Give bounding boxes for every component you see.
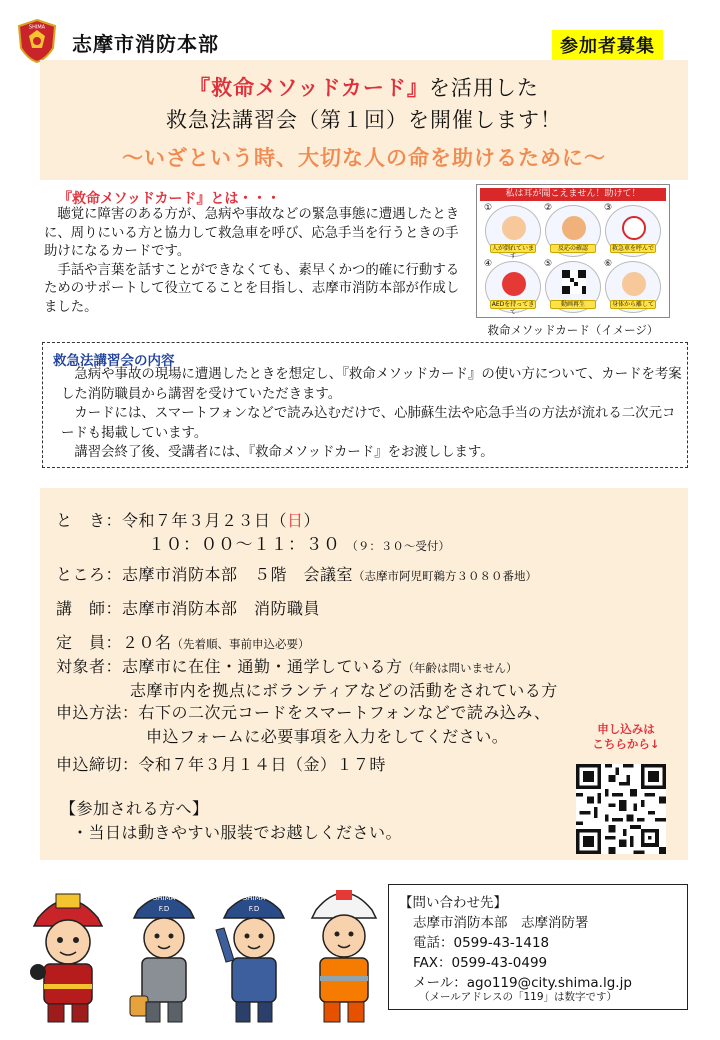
application-qr-code[interactable] [576,764,666,854]
card-panel: ③ 救急車を呼んで [605,205,661,257]
contact-org: 志摩市消防本部 志摩消防署 [413,915,589,931]
target-label: 対象者： [56,657,123,676]
apply-note-line-2: こちらから↓ [592,737,660,751]
capacity-value: ２０名 [122,633,172,652]
target-note: （年齢は問いません） [402,661,518,675]
card-panel-label: 救急車を呼んで [611,245,654,252]
about-card-heading: 『救命メソッドカード』とは・・・ [58,191,281,207]
cap-badge-text: F.D [248,905,260,913]
cap-text: SHIMA [242,894,266,902]
deadline-label: 申込締切： [56,755,139,774]
participants-heading: 【参加される方へ】 [60,799,209,818]
apply-note-line-1: 申し込みは [597,722,655,736]
capacity-note: （先着順、事前申込必要） [171,637,310,651]
instructor-value: 志摩市消防本部 消防職員 [122,599,321,618]
place-row [56,562,537,585]
card-panel: ⑤ 動画再生 [545,261,601,313]
title-band [40,60,688,180]
deadline-row [56,752,386,775]
mini-qr-icon [562,270,586,294]
emblem-label: SHIMA [28,24,46,31]
contact-fax: FAX：0599-43-0499 [413,955,548,971]
card-panel-label: 人が倒れています [491,245,534,260]
time-row [148,530,450,555]
capacity-row [56,630,310,653]
card-name: 『救命メソッドカード』 [189,76,429,100]
date-close: ） [303,511,321,530]
method-card-image [476,184,670,318]
method-value-1: 右下の二次元コードをスマートフォンなどで読み込み、 [138,703,551,722]
card-panel-label: 動画再生 [550,300,596,309]
cap-text: SHIMA [152,894,176,902]
rescue-mascot [302,872,386,1026]
cap-badge-text: F.D [158,905,170,913]
title-line-1-rest: を活用した [428,76,539,100]
apply-note [578,722,674,752]
course-paragraph: カードには、スマートフォンなどで読み込むだけで、心肺蘇生法や応急手当の方法が流れる二次元コードも掲載しています。 [61,406,676,441]
place-label: ところ： [56,565,123,584]
date-row [56,508,320,531]
firefighter-mascot-2 [122,880,206,1026]
contact-phone[interactable]: 電話：0599-43-1418 [413,935,550,951]
card-panel-label: 反応の確認 [550,244,596,253]
course-heading: 救急法講習会の内容 [53,353,175,369]
contact-title: 【問い合わせ先】 [399,895,507,911]
firefighter-mascot-3 [212,880,296,1026]
method-row [56,700,550,723]
instructor-label: 講 師： [56,599,123,618]
card-panel: ② 反応の確認 [545,205,601,257]
title-line-2: 救急法講習会（第１回）を開催します！ [166,108,562,132]
contact-note: （メールアドレスの「119」は数字です） [419,991,618,1003]
contact-box [388,884,688,1010]
course-description [61,365,685,463]
recruit-badge: 参加者募集 [552,30,663,60]
card-panel: ④ AEDを持ってきて [485,261,541,313]
target-value-2: 志摩市内を拠点にボランティアなどの活動をされている方 [130,681,558,700]
time-value: １０：００～１１：３０ [148,535,341,555]
instructor-row [56,596,320,619]
about-card-description [44,206,464,317]
capacity-label: 定 員： [56,633,123,652]
about-card-paragraph: 手話や言葉を話すことができなくても、素早くかつ的確に行動するためのサポートして役立てることを目指し、志摩市消防本部が作成しました。 [44,262,460,315]
card-panel: ① 人が倒れています [485,205,541,257]
target-row [56,654,518,677]
course-content-box [42,342,688,468]
org-name: 志摩市消防本部 [72,32,219,56]
firefighter-mascot-1 [26,880,110,1026]
participants-note: ・当日は動きやすい服装でお越しください。 [72,823,403,842]
method-label: 申込方法： [56,703,139,722]
card-image-header: 私は耳が聞こえません！助けて！ [480,188,666,201]
date-day: 日 [287,511,304,530]
card-panel-label: 身体から離して [611,301,654,308]
card-panel: ⑥ 身体から離して [605,261,661,313]
date-label: と き： [56,511,123,530]
time-note: （９：３０～受付） [346,539,450,553]
card-image-caption: 救命メソッドカード（イメージ） [487,323,659,337]
fire-department-emblem [16,18,58,64]
place-value: 志摩市消防本部 ５階 会議室 [122,565,354,584]
deadline-value: 令和７年３月１４日（金）１７時 [138,755,387,774]
place-note: （志摩市阿児町鵜方３０８０番地） [353,569,538,583]
about-card-paragraph: 聴覚に障害のある方が、急病や事故などの緊急事態に遭遇したときに、周りにいる方と協力して救急車を呼び、応急手当を行うときの手助けになるカードです。 [44,207,460,259]
course-paragraph: 急病や事故の現場に遭遇したときを想定し、『救命メソッドカード』の使い方について、カードを考案した消防職員から講習を受けていただきます。 [61,367,682,402]
title-line-1 [40,72,688,102]
date-value: 令和７年３月２３日（ [122,511,288,530]
contact-email[interactable]: メール：ago119@city.shima.lg.jp [413,975,632,991]
title-subtitle: ～いざという時、大切な人の命を助けるために～ [122,146,606,170]
card-panel-label: AEDを持ってきて [491,301,535,316]
method-value-2: 申込フォームに必要事項を入力をしてください。 [146,727,509,746]
target-value-1: 志摩市に在住・通勤・通学している方 [122,657,403,676]
course-paragraph: 講習会終了後、受講者には、『救命メソッドカード』をお渡しします。 [74,445,494,460]
